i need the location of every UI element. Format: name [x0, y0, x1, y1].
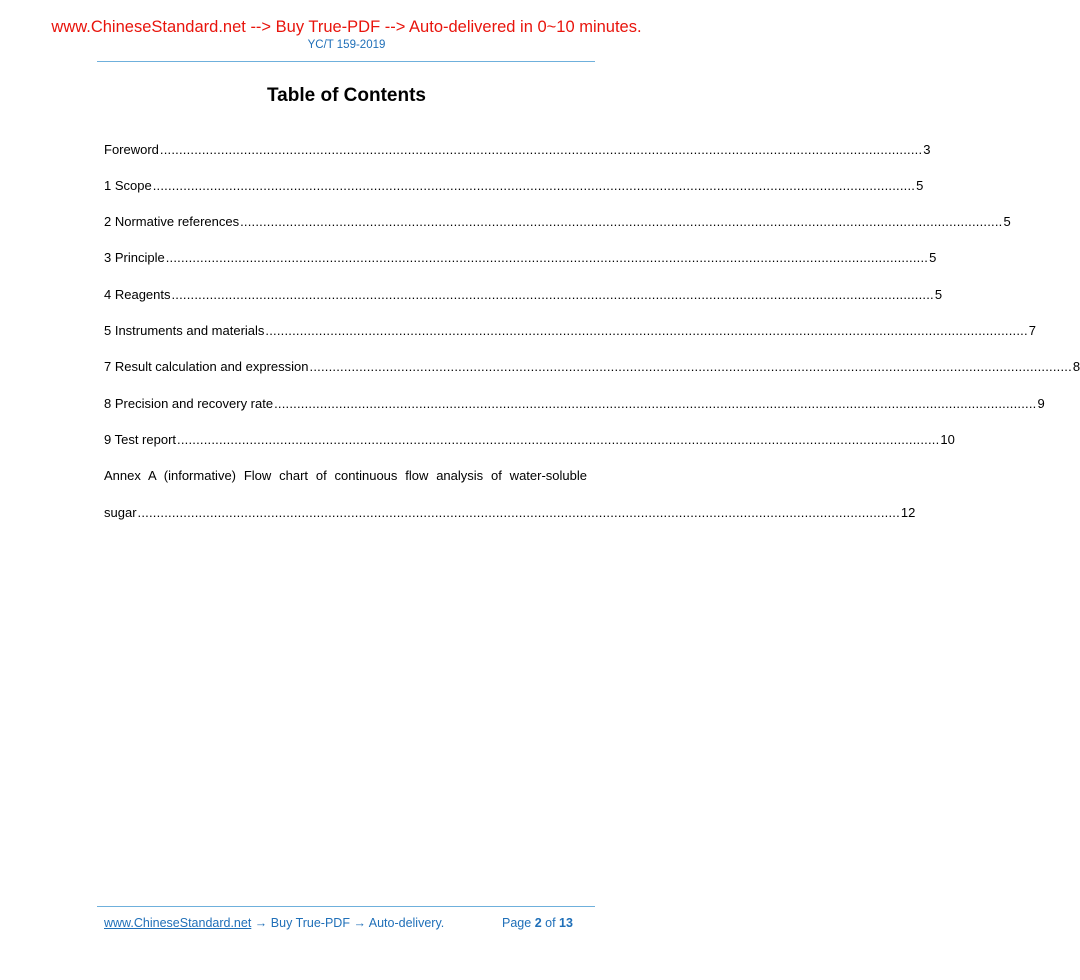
toc-page-number: 10	[940, 432, 955, 447]
footer-site-link[interactable]: www.ChineseStandard.net	[104, 916, 252, 930]
page-label: Page	[502, 916, 532, 930]
toc-page-number: 12	[900, 505, 916, 520]
toc-entry-label: 5 Instruments and materials	[104, 323, 265, 338]
toc-entry-reagents[interactable]	[104, 287, 943, 305]
page-title: Table of Contents	[266, 85, 427, 106]
toc-entry-annex-a-continued[interactable]	[104, 505, 916, 523]
promo-banner[interactable]: www.ChineseStandard.net --> Buy True-PDF --> Auto-delivered in 0~10 minutes.	[51, 18, 642, 36]
toc-entry-principle[interactable]	[104, 250, 937, 268]
toc-leader-dots: ........................................................................................................................................................................................................	[171, 287, 934, 302]
toc-entry-test-report[interactable]	[104, 432, 955, 450]
toc-leader-dots: ........................................................................................................................................................................................................	[137, 505, 900, 520]
toc-page-number: 5	[929, 250, 937, 265]
arrow-right-icon: →	[254, 916, 268, 930]
toc-leader-dots: ........................................................................................................................................................................................................	[240, 214, 1003, 229]
footer-delivery-text: Auto-delivery.	[368, 916, 445, 930]
toc-entry-foreword[interactable]	[104, 142, 931, 160]
toc-leader-dots: ........................................................................................................................................................................................................	[152, 178, 916, 193]
toc-entry-label: 1 Scope	[104, 178, 152, 193]
toc-page-number: 5	[934, 287, 943, 302]
toc-entry-annex-a[interactable]: Annex A (informative) Flow chart of continuous flow analysis of water-soluble	[104, 468, 587, 483]
current-page-number: 2	[534, 916, 542, 930]
total-pages-number: 13	[559, 916, 573, 930]
toc-entry-label: 4 Reagents	[104, 287, 171, 302]
toc-leader-dots: ........................................................................................................................................................................................................	[265, 323, 1028, 338]
toc-entry-label: sugar	[104, 505, 137, 520]
footer-buy-text: Buy True-PDF	[270, 916, 350, 930]
toc-entry-label: Foreword	[104, 142, 159, 157]
toc-entry-label: 9 Test report	[104, 432, 177, 447]
toc-entry-normative-references[interactable]	[104, 214, 1011, 232]
toc-leader-dots: ........................................................................................................................................................................................................	[309, 359, 1072, 374]
toc-page-number: 5	[1003, 214, 1011, 229]
toc-entry-scope[interactable]	[104, 178, 924, 196]
toc-page-number: 7	[1028, 323, 1037, 338]
page-of-label: of	[545, 916, 556, 930]
toc-page-number: 5	[916, 178, 924, 193]
toc-leader-dots: ........................................................................................................................................................................................................	[177, 432, 940, 447]
document-code: YC/T 159-2019	[307, 39, 386, 51]
toc-entry-label: 8 Precision and recovery rate	[104, 396, 274, 411]
toc-leader-dots: ........................................................................................................................................................................................................	[159, 142, 923, 157]
toc-entry-precision[interactable]	[104, 396, 1045, 414]
toc-page-number: 3	[923, 142, 931, 157]
toc-entry-label: 7 Result calculation and expression	[104, 359, 309, 374]
toc-page-number: 9	[1037, 396, 1045, 411]
toc-entry-label: 3 Principle	[104, 250, 165, 265]
toc-entry-label: 2 Normative references	[104, 214, 240, 229]
footer-divider	[97, 906, 595, 907]
arrow-right-icon: →	[353, 916, 366, 930]
toc-leader-dots: ........................................................................................................................................................................................................	[274, 396, 1037, 411]
toc-leader-dots: ........................................................................................................................................................................................................	[165, 250, 929, 265]
footer-promo	[104, 916, 444, 930]
toc-entry-result-calculation[interactable]	[104, 359, 1080, 377]
header-divider	[97, 61, 595, 62]
toc-page-number: 8	[1072, 359, 1080, 374]
page-indicator	[502, 916, 573, 930]
toc-entry-instruments[interactable]	[104, 323, 1037, 341]
